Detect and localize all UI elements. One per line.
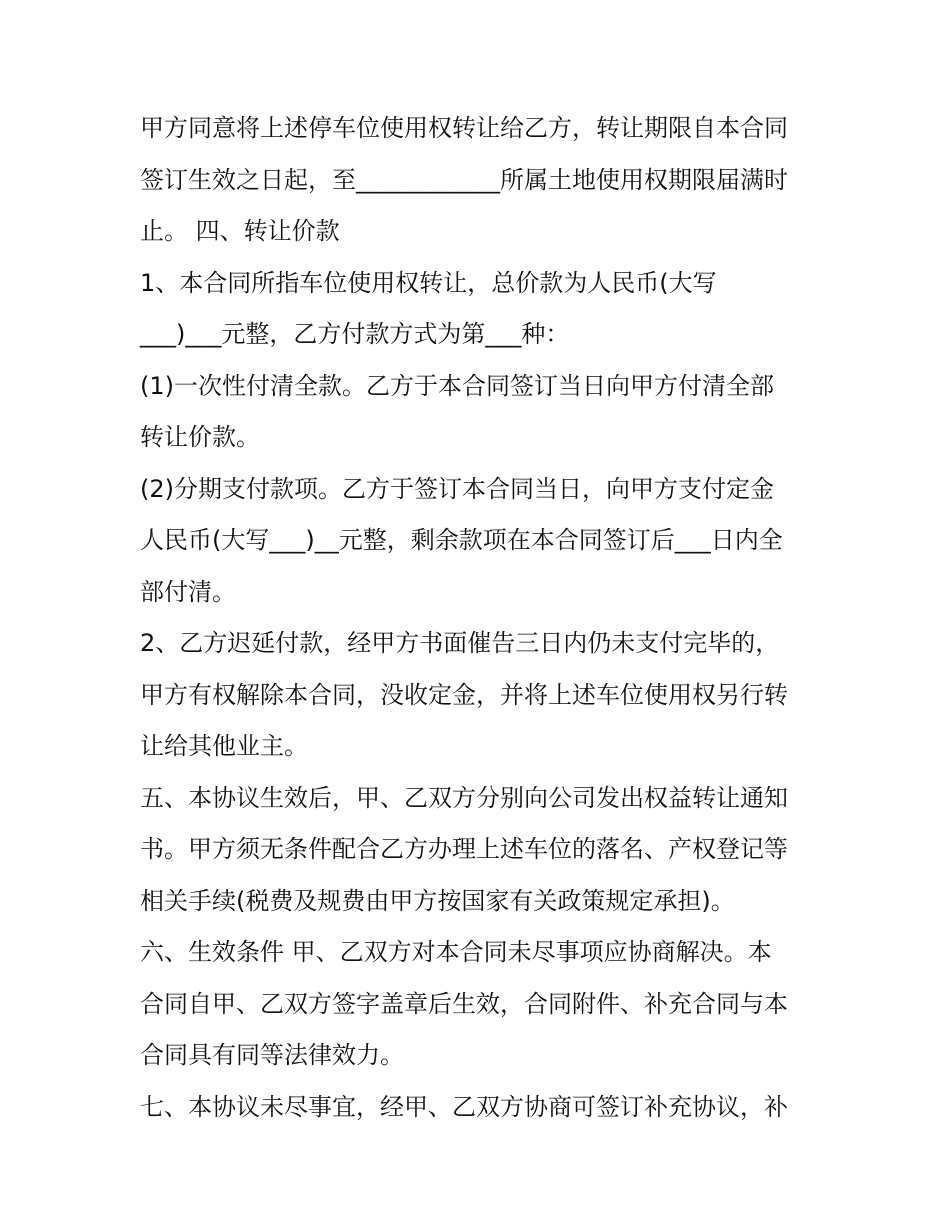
text-line: (1)一次性付清全款。乙方于本合同签订当日向甲方付清全部 xyxy=(140,371,774,400)
text-line: 1、本合同所指车位使用权转让，总价款为人民币(大写 xyxy=(140,268,717,297)
text-line: 止。 四、转让价款 xyxy=(140,217,340,245)
text-line: ___)___元整，乙方付款方式为第___种： xyxy=(140,320,570,348)
text-line: 六、生效条件 甲、乙双方对本合同未尽事项应协商解决。本 xyxy=(140,938,772,966)
text-line: 五、本协议生效后，甲、乙双方分别向公司发出权益转让通知 xyxy=(140,783,788,812)
text-line: 合同自甲、乙双方签字盖章后生效，合同附件、补充合同与本 xyxy=(140,989,788,1018)
text-line: 甲方有权解除本合同，没收定金，并将上述车位使用权另行转 xyxy=(140,680,788,709)
text-line: (2)分期支付款项。乙方于签订本合同当日，向甲方支付定金 xyxy=(140,474,774,503)
text-line: 相关手续(税费及规费由甲方按国家有关政策规定承担)。 xyxy=(140,886,735,915)
text-line: 2、乙方迟延付款，经甲方书面催告三日内仍未支付完毕的， xyxy=(140,629,780,657)
text-line: 部付清。 xyxy=(140,577,236,606)
document-body xyxy=(140,103,840,1133)
text-line: 甲方同意将上述停车位使用权转让给乙方，转让期限自本合同 xyxy=(140,114,788,142)
text-line: 合同具有同等法律效力。 xyxy=(140,1041,404,1069)
text-line: 让给其他业主。 xyxy=(140,732,308,760)
text-line: 签订生效之日起，至____________所属土地使用权期限届满时 xyxy=(140,165,788,194)
text-line: 转让价款。 xyxy=(140,423,260,451)
text-line: 人民币(大写___)__元整，剩余款项在本合同签订后___日内全 xyxy=(140,526,783,554)
text-line: 书。甲方须无条件配合乙方办理上述车位的落名、产权登记等 xyxy=(140,835,788,863)
text-line: 七、本协议未尽事宜，经甲、乙双方协商可签订补充协议，补 xyxy=(140,1092,788,1121)
